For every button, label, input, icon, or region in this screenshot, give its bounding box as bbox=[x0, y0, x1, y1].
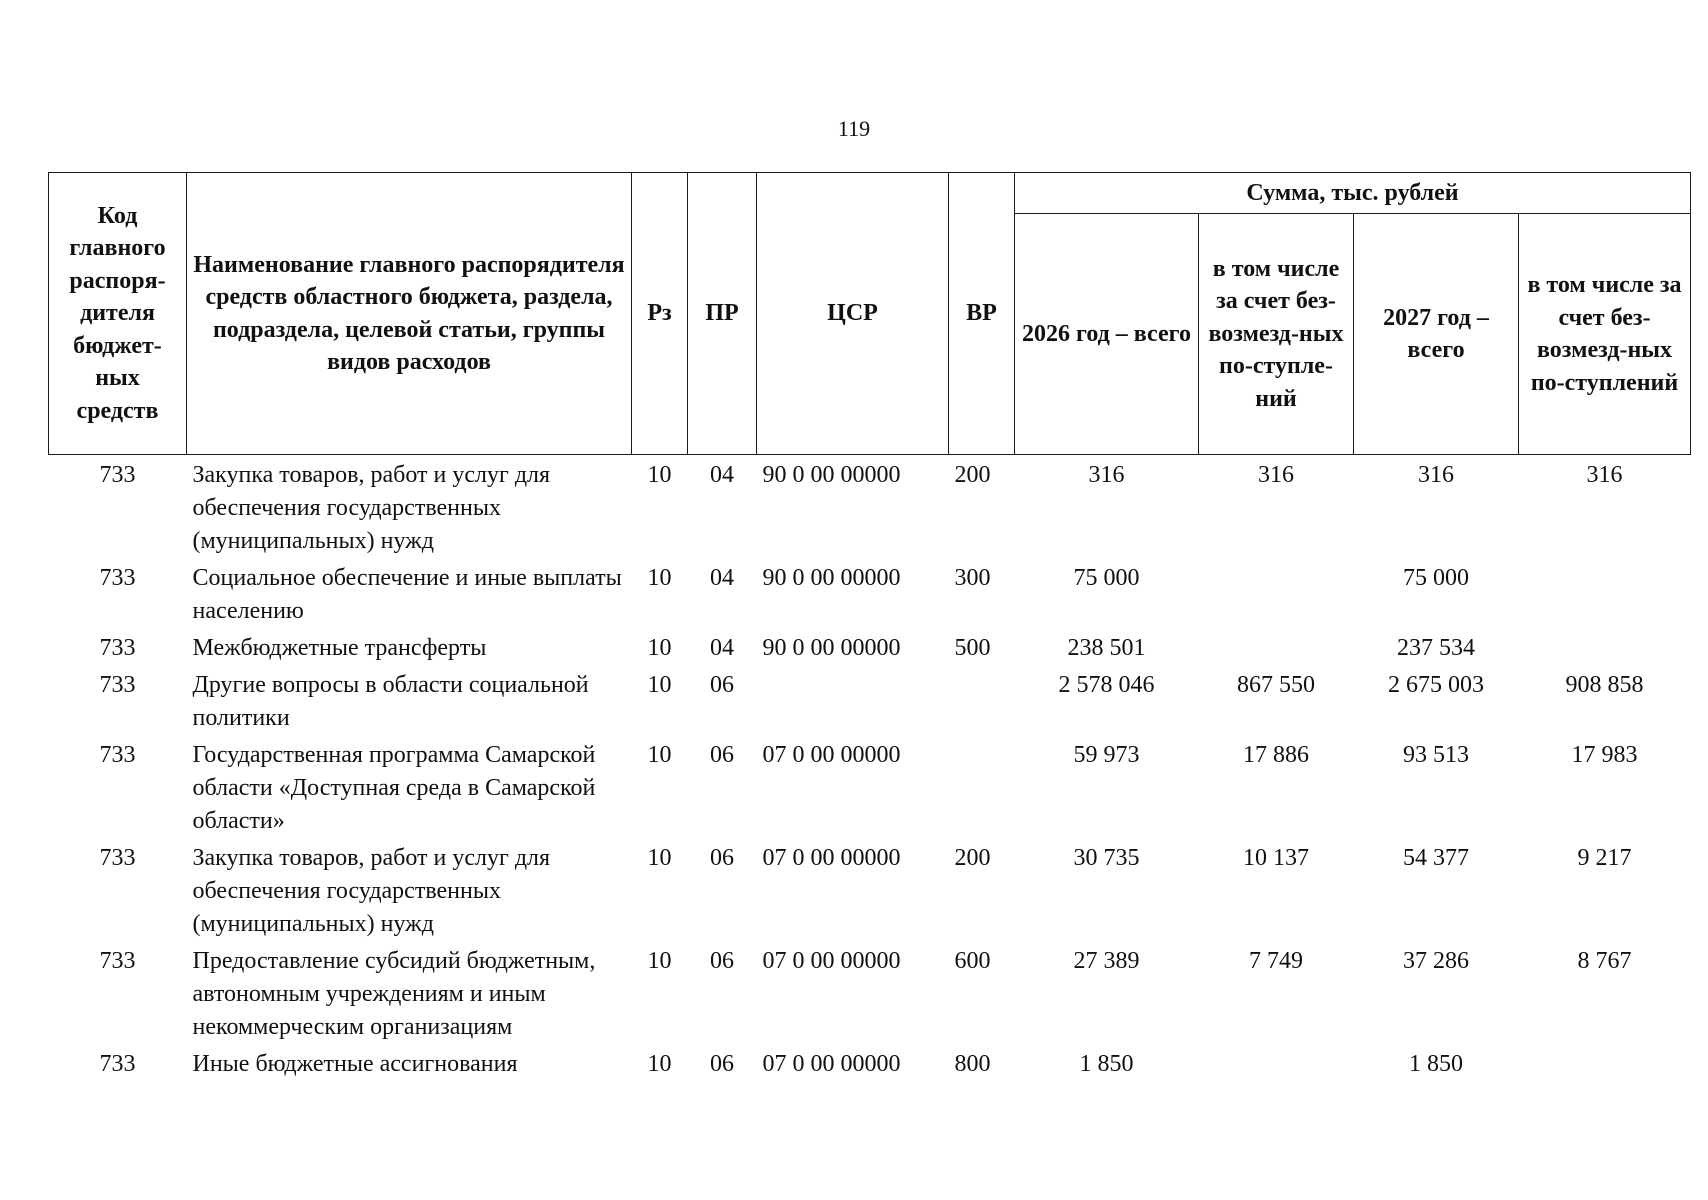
header-2026-grants: в том числе за счет без-возмезд-ных по-ступле-ний bbox=[1199, 214, 1354, 455]
cell-code: 733 bbox=[99, 742, 136, 768]
table-row bbox=[49, 455, 1691, 559]
cell-2026-grants bbox=[1199, 628, 1354, 665]
cell-code: 733 bbox=[99, 1051, 136, 1077]
cell-2027-grants bbox=[1519, 628, 1691, 665]
header-rz: Рз bbox=[632, 173, 688, 455]
table-row bbox=[49, 838, 1691, 941]
cell-name: Государственная программа Самарской области «Доступная среда в Самарской области» bbox=[192, 742, 596, 834]
table-header bbox=[49, 173, 1691, 455]
cell-csr: 90 0 00 00000 bbox=[762, 635, 901, 661]
cell-csr: 07 0 00 00000 bbox=[762, 742, 901, 768]
header-2027-total: 2027 год – всего bbox=[1354, 214, 1519, 455]
cell-vr: 200 bbox=[954, 462, 991, 488]
cell-rz: 10 bbox=[647, 565, 672, 591]
cell-2026-total: 30 735 bbox=[1073, 845, 1140, 871]
cell-2027-total: 237 534 bbox=[1397, 635, 1475, 661]
cell-pr: 06 bbox=[710, 948, 734, 974]
cell-pr: 06 bbox=[710, 845, 734, 871]
cell-pr: 06 bbox=[710, 742, 734, 768]
cell-name: Иные бюджетные ассигнования bbox=[192, 1051, 518, 1077]
cell-vr: 600 bbox=[954, 948, 991, 974]
cell-2027-total: 37 286 bbox=[1403, 948, 1469, 974]
cell-2027-grants: 17 983 bbox=[1571, 742, 1638, 768]
cell-vr: 800 bbox=[954, 1051, 991, 1077]
cell-pr: 04 bbox=[710, 565, 734, 591]
header-name: Наименование главного распорядителя средств областного бюджета, раздела, подраздела, целевой статьи, группы видов расходов bbox=[187, 173, 632, 455]
table-row bbox=[49, 628, 1691, 665]
cell-vr: 300 bbox=[954, 565, 991, 591]
cell-pr: 04 bbox=[710, 462, 734, 488]
cell-2027-grants bbox=[1519, 1044, 1691, 1081]
header-2026-total: 2026 год – всего bbox=[1015, 214, 1199, 455]
header-sum: Сумма, тыс. рублей bbox=[1015, 173, 1691, 214]
cell-2027-total: 54 377 bbox=[1403, 845, 1469, 871]
cell-pr: 06 bbox=[710, 672, 734, 698]
cell-code: 733 bbox=[99, 948, 136, 974]
cell-2027-total: 75 000 bbox=[1403, 565, 1469, 591]
cell-name: Закупка товаров, работ и услуг для обеспечения государственных (муниципальных) нужд bbox=[192, 462, 551, 554]
cell-csr bbox=[757, 665, 949, 735]
cell-code: 733 bbox=[99, 845, 136, 871]
cell-name: Межбюджетные трансферты bbox=[192, 635, 487, 661]
cell-code: 733 bbox=[99, 462, 136, 488]
cell-pr: 04 bbox=[710, 635, 734, 661]
cell-code: 733 bbox=[99, 565, 136, 591]
table-row bbox=[49, 1044, 1691, 1081]
cell-csr: 07 0 00 00000 bbox=[762, 948, 901, 974]
cell-2026-total: 2 578 046 bbox=[1058, 672, 1155, 698]
page-number: 119 bbox=[837, 116, 871, 141]
cell-csr: 90 0 00 00000 bbox=[762, 565, 901, 591]
cell-2027-total: 1 850 bbox=[1409, 1051, 1463, 1077]
cell-rz: 10 bbox=[647, 845, 672, 871]
cell-2026-total: 27 389 bbox=[1073, 948, 1140, 974]
cell-2026-grants: 17 886 bbox=[1243, 742, 1309, 768]
cell-code: 733 bbox=[99, 672, 136, 698]
cell-2026-grants bbox=[1199, 558, 1354, 628]
table-row bbox=[49, 558, 1691, 628]
cell-2026-grants: 7 749 bbox=[1249, 948, 1303, 974]
cell-name: Социальное обеспечение и иные выплаты населению bbox=[192, 565, 622, 624]
cell-vr bbox=[949, 735, 1015, 838]
cell-2026-grants: 10 137 bbox=[1243, 845, 1309, 871]
cell-rz: 10 bbox=[647, 1051, 672, 1077]
cell-vr: 200 bbox=[954, 845, 991, 871]
header-vr: ВР bbox=[949, 173, 1015, 455]
cell-csr: 90 0 00 00000 bbox=[762, 462, 901, 488]
table-row bbox=[49, 735, 1691, 838]
header-csr: ЦСР bbox=[757, 173, 949, 455]
cell-2027-grants: 8 767 bbox=[1577, 948, 1632, 974]
cell-2026-total: 75 000 bbox=[1073, 565, 1140, 591]
cell-2027-grants: 908 858 bbox=[1565, 672, 1644, 698]
cell-2026-grants: 867 550 bbox=[1237, 672, 1315, 698]
cell-rz: 10 bbox=[647, 635, 672, 661]
budget-table bbox=[48, 172, 1691, 1081]
cell-vr: 500 bbox=[954, 635, 991, 661]
cell-2027-total: 93 513 bbox=[1403, 742, 1469, 768]
cell-2027-grants bbox=[1519, 558, 1691, 628]
cell-rz: 10 bbox=[647, 948, 672, 974]
table-row bbox=[49, 941, 1691, 1044]
cell-name: Предоставление субсидий бюджетным, автономным учреждениям и иным некоммерческим организациям bbox=[192, 948, 596, 1040]
cell-2026-total: 316 bbox=[1088, 462, 1125, 488]
cell-vr bbox=[949, 665, 1015, 735]
cell-name: Закупка товаров, работ и услуг для обеспечения государственных (муниципальных) нужд bbox=[192, 845, 551, 937]
cell-csr: 07 0 00 00000 bbox=[762, 845, 901, 871]
cell-rz: 10 bbox=[647, 742, 672, 768]
header-pr: ПР bbox=[688, 173, 757, 455]
table-row bbox=[49, 665, 1691, 735]
cell-2027-grants: 316 bbox=[1586, 462, 1623, 488]
cell-2026-total: 238 501 bbox=[1067, 635, 1146, 661]
header-2027-grants: в том числе за счет без-возмезд-ных по-ступлений bbox=[1519, 214, 1691, 455]
cell-name: Другие вопросы в области социальной политики bbox=[192, 672, 589, 731]
cell-code: 733 bbox=[99, 635, 136, 661]
cell-2026-total: 1 850 bbox=[1079, 1051, 1134, 1077]
table-body bbox=[49, 455, 1691, 1082]
cell-2027-total: 316 bbox=[1418, 462, 1454, 488]
cell-rz: 10 bbox=[647, 462, 672, 488]
cell-2026-grants: 316 bbox=[1258, 462, 1294, 488]
cell-rz: 10 bbox=[647, 672, 672, 698]
cell-csr: 07 0 00 00000 bbox=[762, 1051, 901, 1077]
cell-2027-total: 2 675 003 bbox=[1388, 672, 1484, 698]
header-code: Код главного распоря-дителя бюджет-ных средств bbox=[49, 173, 187, 455]
cell-2026-grants bbox=[1199, 1044, 1354, 1081]
cell-2027-grants: 9 217 bbox=[1577, 845, 1632, 871]
cell-pr: 06 bbox=[710, 1051, 734, 1077]
cell-2026-total: 59 973 bbox=[1073, 742, 1140, 768]
